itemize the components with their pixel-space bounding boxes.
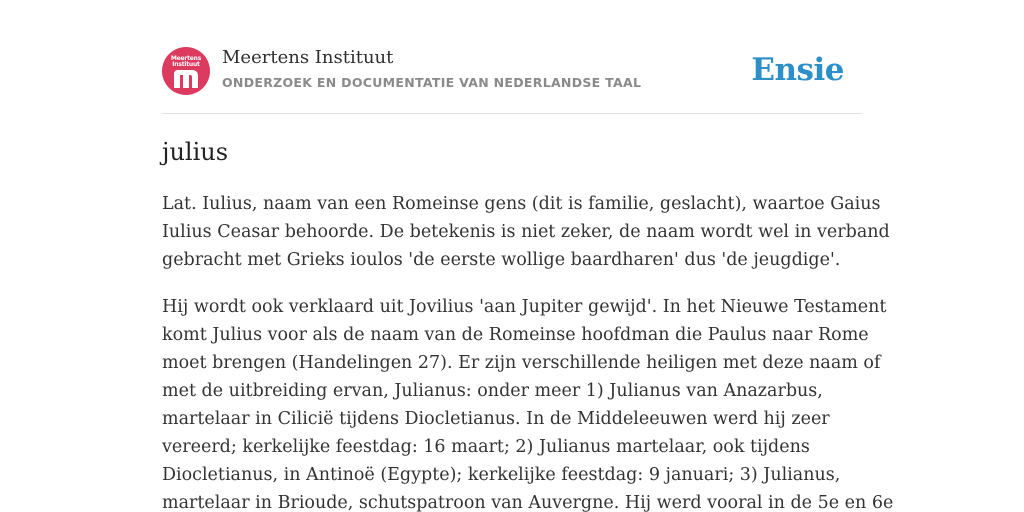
paragraph-line: met de uitbreiding ervan, Julianus: onder meer 1) Julianus van Anazarbus,	[162, 381, 823, 401]
entry-title: julius	[162, 138, 229, 166]
paragraph-line: vereerd; kerkelijke feestdag: 16 maart; 2) Julianus martelaar, ook tijdens	[162, 437, 810, 457]
meertens-m-logo-icon	[172, 68, 200, 88]
org-name[interactable]: Meertens Instituut	[222, 47, 394, 68]
paragraph-line: komt Julius voor als de naam van de Romeinse hoofdman die Paulus naar Rome	[162, 325, 869, 345]
logo-text-line1: Meertens	[170, 55, 202, 62]
paragraph-line: moet brengen (Handelingen 27). Er zijn verschillende heiligen met deze naam of	[162, 353, 881, 373]
paragraph-line: martelaar in Brioude, schutspatroon van Auvergne. Hij werd vooral in de 5e en 6e	[162, 493, 894, 512]
paragraph-line: Diocletianus, in Antinoë (Egypte); kerkelijke feestdag: 9 januari; 3) Julianus,	[162, 465, 841, 485]
meertens-logo[interactable]	[162, 47, 210, 95]
paragraph-line: Iulius Ceasar behoorde. De betekenis is niet zeker, de naam wordt wel in verband	[162, 222, 890, 242]
ensie-brand-link[interactable]: Ensie	[751, 52, 844, 88]
org-subtitle: ONDERZOEK EN DOCUMENTATIE VAN NEDERLANDSE TAAL	[222, 75, 642, 90]
entry-paragraph-1	[162, 190, 890, 274]
entry-body	[162, 190, 894, 512]
header-divider	[162, 113, 862, 114]
paragraph-line: Hij wordt ook verklaard uit Jovilius 'aan Jupiter gewijd'. In het Nieuwe Testament	[162, 297, 887, 317]
paragraph-line: martelaar in Cilicië tijdens Diocletianus. In de Middeleeuwen werd hij zeer	[162, 409, 830, 429]
logo-text-line2: Instituut	[172, 61, 200, 68]
entry-paragraph-2	[162, 293, 894, 512]
paragraph-line: gebracht met Grieks ioulos 'de eerste wollige baardharen' dus 'de jeugdige'.	[162, 250, 841, 270]
paragraph-line: Lat. Iulius, naam van een Romeinse gens (dit is familie, geslacht), waartoe Gaius	[162, 194, 881, 214]
site-header	[162, 46, 862, 114]
